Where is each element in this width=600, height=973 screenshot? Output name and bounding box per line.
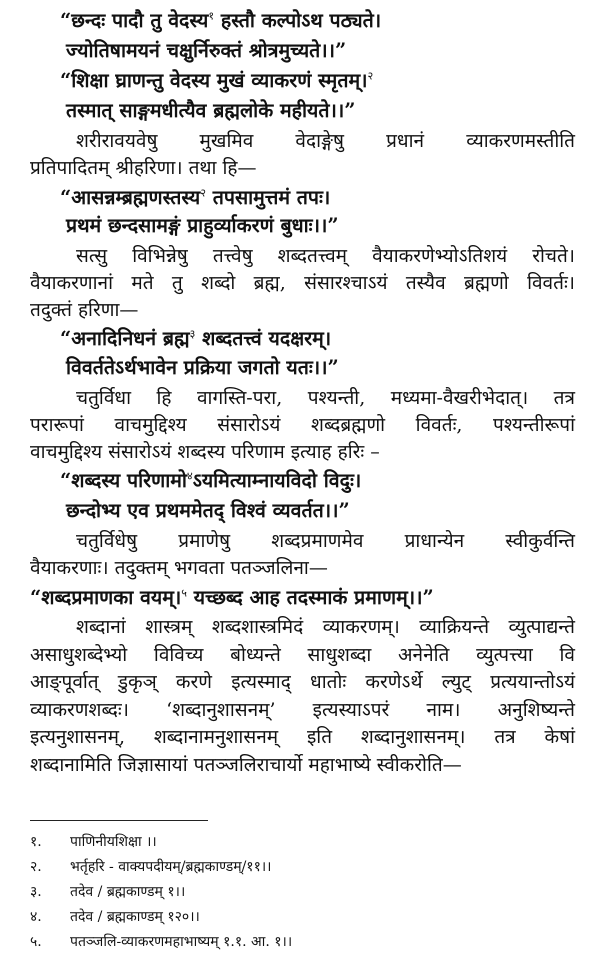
verse-line bbox=[66, 213, 540, 239]
line-text: प्रतिपादितम् श्रीहरिणा। तथा हि— bbox=[30, 157, 257, 179]
line-text-continued: यच्छब्द आह तदस्माकं प्रमाणम्।।” bbox=[186, 586, 434, 609]
verse-line bbox=[60, 326, 540, 352]
line-text: शब्दानां शास्त्रम् शब्दशास्त्रमिदं व्याकरणम्। व्याक्रियन्ते व्युत्पाद्यन्ते bbox=[76, 616, 575, 638]
prose-line bbox=[76, 385, 575, 411]
footnote-text: पतञ्जलि-व्याकरणमहाभाष्यम् १.१. आ. १।। bbox=[70, 934, 293, 950]
prose-line bbox=[30, 555, 575, 581]
line-text: परारूपां वाचमुद्दिश्य संसारोऽयं शब्दब्रह्मणो विवर्तः, पश्यन्तीरूपां bbox=[30, 414, 575, 436]
verse-line bbox=[60, 8, 540, 34]
prose-line bbox=[30, 724, 575, 750]
footnote-marker: ४ bbox=[186, 469, 193, 483]
prose-line bbox=[30, 669, 575, 695]
prose-line bbox=[30, 297, 575, 323]
verse-line bbox=[66, 498, 540, 524]
line-text: ज्योतिषामयनं चक्षुर्निरुक्तं श्रोत्रमुच्यते।।” bbox=[66, 39, 347, 62]
footnote-text: भर्तृहरि - वाक्यपदीयम्/ब्रह्मकाण्डम्/११।। bbox=[70, 859, 272, 875]
line-text: विवर्ततेऽर्थभावेन प्रक्रिया जगतो यतः।।” bbox=[66, 356, 339, 379]
footnote-number: ३. bbox=[30, 884, 42, 900]
line-text: शब्दानामिति जिज्ञासायां पतञ्जलिराचार्यो महाभाष्ये स्वीकरोति— bbox=[30, 754, 462, 776]
footnote-text: पाणिनीयशिक्षा ।। bbox=[70, 834, 157, 850]
prose-line bbox=[76, 128, 575, 154]
line-text: सत्सु विभिन्नेषु तत्त्वेषु शब्दतत्त्वम् वैयाकरणेभ्योऽतिशयं रोचते। bbox=[76, 245, 575, 267]
footnote-marker: २ bbox=[367, 69, 374, 83]
line-text: “छन्दः पादौ तु वेदस्य bbox=[60, 9, 209, 32]
verse-line bbox=[60, 468, 540, 494]
prose-line bbox=[30, 697, 575, 723]
footnote-marker: ५ bbox=[181, 586, 187, 600]
verse-line bbox=[66, 98, 540, 124]
prose-line bbox=[30, 752, 575, 778]
line-text: “आसन्नम्ब्रह्मणस्तस्य bbox=[60, 186, 201, 209]
verse-line bbox=[66, 355, 540, 381]
footnote-item bbox=[30, 932, 292, 952]
footnote-number: २. bbox=[30, 859, 42, 875]
line-text: छन्दोभ्य एव प्रथममेतद् विश्वं व्यवर्तत।।” bbox=[66, 499, 350, 522]
footnote-divider bbox=[30, 820, 208, 821]
line-text: वाचमुद्दिश्य संसारोऽयं शब्दस्य परिणाम इत्याह हरिः – bbox=[30, 441, 380, 463]
line-text: असाधुशब्देभ्यो विविच्य बोध्यन्ते साधुशब्दा अनेनेति व्युत्पत्त्या वि bbox=[30, 644, 575, 666]
line-text: चतुर्विधेषु प्रमाणेषु शब्दप्रमाणमेव प्राधान्येन स्वीकुर्वन्ति bbox=[76, 530, 575, 552]
line-text: वैयाकरणानां मते तु शब्दो ब्रह्म, संसारश्चाऽयं तस्यैव ब्रह्मणो विवर्तः। bbox=[30, 272, 575, 294]
line-text: व्याकरणशब्दः। ‘शब्दानुशासनम्’ इत्यस्याऽपरं नाम। अनुशिष्यन्ते bbox=[30, 699, 575, 721]
footnote-item bbox=[30, 907, 200, 927]
line-text-continued: शब्दतत्त्वं यदक्षरम्। bbox=[195, 327, 332, 350]
footnote-number: ४. bbox=[30, 909, 42, 925]
footnote-item bbox=[30, 832, 157, 852]
prose-line bbox=[76, 243, 575, 269]
line-text: “शब्दस्य परिणामो bbox=[60, 469, 187, 492]
line-text: तदुक्तं हरिणा— bbox=[30, 299, 139, 321]
line-text-continued: हस्तौ कल्पोऽथ पठ्यते। bbox=[214, 9, 382, 32]
prose-line bbox=[30, 412, 575, 438]
line-text: वैयाकरणाः। तदुक्तम् भगवता पतञ्जलिना— bbox=[30, 557, 328, 579]
verse-line bbox=[60, 68, 540, 94]
line-text: “शब्दप्रमाणका वयम्। bbox=[30, 586, 182, 609]
footnote-item bbox=[30, 882, 185, 902]
line-text-continued: तपसामुत्तमं तपः। bbox=[205, 186, 331, 209]
footnote-marker: १ bbox=[208, 9, 215, 23]
footnote-text: तदेव / ब्रह्मकाण्डम् १।। bbox=[70, 884, 186, 900]
footnote-marker: ३ bbox=[189, 327, 196, 341]
prose-line bbox=[30, 155, 575, 181]
line-text: शरीरावयवेषु मुखमिव वेदाङ्गेषु प्रधानं व्याकरणमस्तीति bbox=[76, 130, 575, 152]
line-text: इत्यनुशासनम्, शब्दानामनुशासनम् इति शब्दानुशासनम्। तत्र केषां bbox=[30, 726, 575, 748]
prose-line bbox=[76, 528, 575, 554]
line-text: प्रथमं छन्दसामङ्गं प्राहुर्व्याकरणं बुधाः।।” bbox=[66, 214, 339, 237]
footnote-number: ५. bbox=[30, 934, 42, 950]
prose-line bbox=[76, 614, 575, 640]
line-text-continued: ऽयमित्याम्नायविदो विदुः। bbox=[192, 469, 362, 492]
footnote-marker: २ bbox=[200, 186, 206, 200]
line-text: चतुर्विधा हि वागस्ति-परा, पश्यन्ती, मध्यमा-वैखरीभेदात्। तत्र bbox=[76, 387, 575, 409]
verse-line bbox=[60, 185, 540, 211]
line-text: आङ्पूर्वात् डुकृञ् करणे इत्यस्माद् धातोः करणेऽर्थे ल्युट् प्रत्ययान्तोऽयं bbox=[30, 671, 575, 693]
footnote-item bbox=[30, 857, 271, 877]
verse-line bbox=[66, 38, 540, 64]
footnote-number: १. bbox=[30, 834, 42, 850]
line-text: “अनादिनिधनं ब्रह्म bbox=[60, 327, 190, 350]
verse-line bbox=[30, 585, 575, 611]
line-text: तस्मात् साङ्गमधीत्यैव ब्रह्मलोके महीयते।।” bbox=[66, 99, 356, 122]
prose-line bbox=[30, 270, 575, 296]
prose-line bbox=[30, 439, 575, 465]
footnote-text: तदेव / ब्रह्मकाण्डम् १२०।। bbox=[70, 909, 200, 925]
line-text: “शिक्षा घ्राणन्तु वेदस्य मुखं व्याकरणं स्मृतम्। bbox=[60, 69, 368, 92]
prose-line bbox=[30, 642, 575, 668]
